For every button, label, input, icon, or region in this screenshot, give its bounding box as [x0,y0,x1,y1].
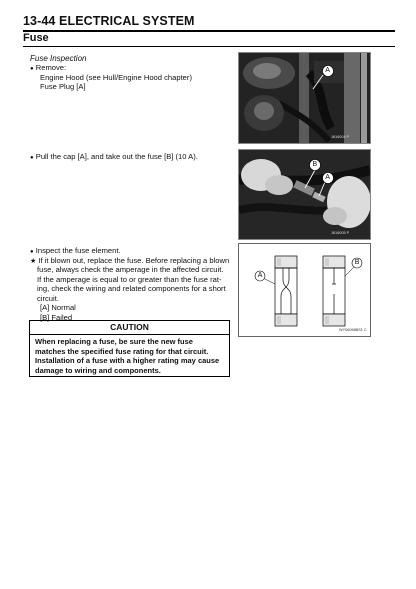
figure-code: J616004 P [331,135,350,139]
callout-a: A [325,173,330,181]
caution-box [29,320,230,377]
callout-b: B [312,160,318,168]
legend-failed: [B] Failed [40,312,73,322]
note-line: If the amperage is equal to or greater than the fuse rat- [37,274,222,284]
note-line: ing, check the wiring and related components for a short [37,284,226,293]
figure-pull-fuse [238,149,371,240]
caution-body [35,337,225,375]
section-rule [23,46,395,47]
step-pull-cap [30,152,198,164]
page-title: 13-44 ELECTRICAL SYSTEM [23,14,195,28]
callout-b: B [354,258,360,266]
callout-a: A [257,271,263,279]
callout-a: A [325,66,330,74]
figure-code: WY06068BS1 C [339,328,367,332]
caution-heading: CAUTION [30,321,229,335]
star-icon: ★ [30,257,37,265]
caution-line: matches the specified fuse rating for that circuit. [35,346,209,356]
header-rule [23,30,395,32]
step-text: Pull the cap [A], and take out the fuse [B] (10 A). [35,152,198,161]
caution-line: damage to wiring and components. [35,365,161,375]
remove-label: Remove: [35,63,67,72]
note-line: fuse, always check the amperage in the affected circuit. [37,265,224,274]
figure-engine-fuse-plug [238,52,371,144]
legend-normal: [A] Normal [40,303,76,312]
caution-line: Installation of a fuse with a higher rating may cause [35,356,220,365]
figure-fuse-diagram [238,243,371,337]
bullet-icon: ● [30,66,34,72]
section-title: Fuse [23,32,49,44]
figure-code: J616005 P [331,231,350,235]
note-line: If it blown out, replace the fuse. Before replacing a blown [38,255,230,265]
step-text: Inspect the fuse element. [35,246,121,255]
caution-line: When replacing a fuse, be sure the new fuse [35,337,193,346]
note-line: circuit. [37,293,59,303]
bullet-icon: ● [30,155,34,161]
remove-item: Fuse Plug [A] [40,82,86,91]
subsection-title: Fuse Inspection [30,54,87,63]
remove-item: Engine Hood (see Hull/Engine Hood chapter) [40,72,192,82]
bullet-icon: ● [30,249,34,255]
